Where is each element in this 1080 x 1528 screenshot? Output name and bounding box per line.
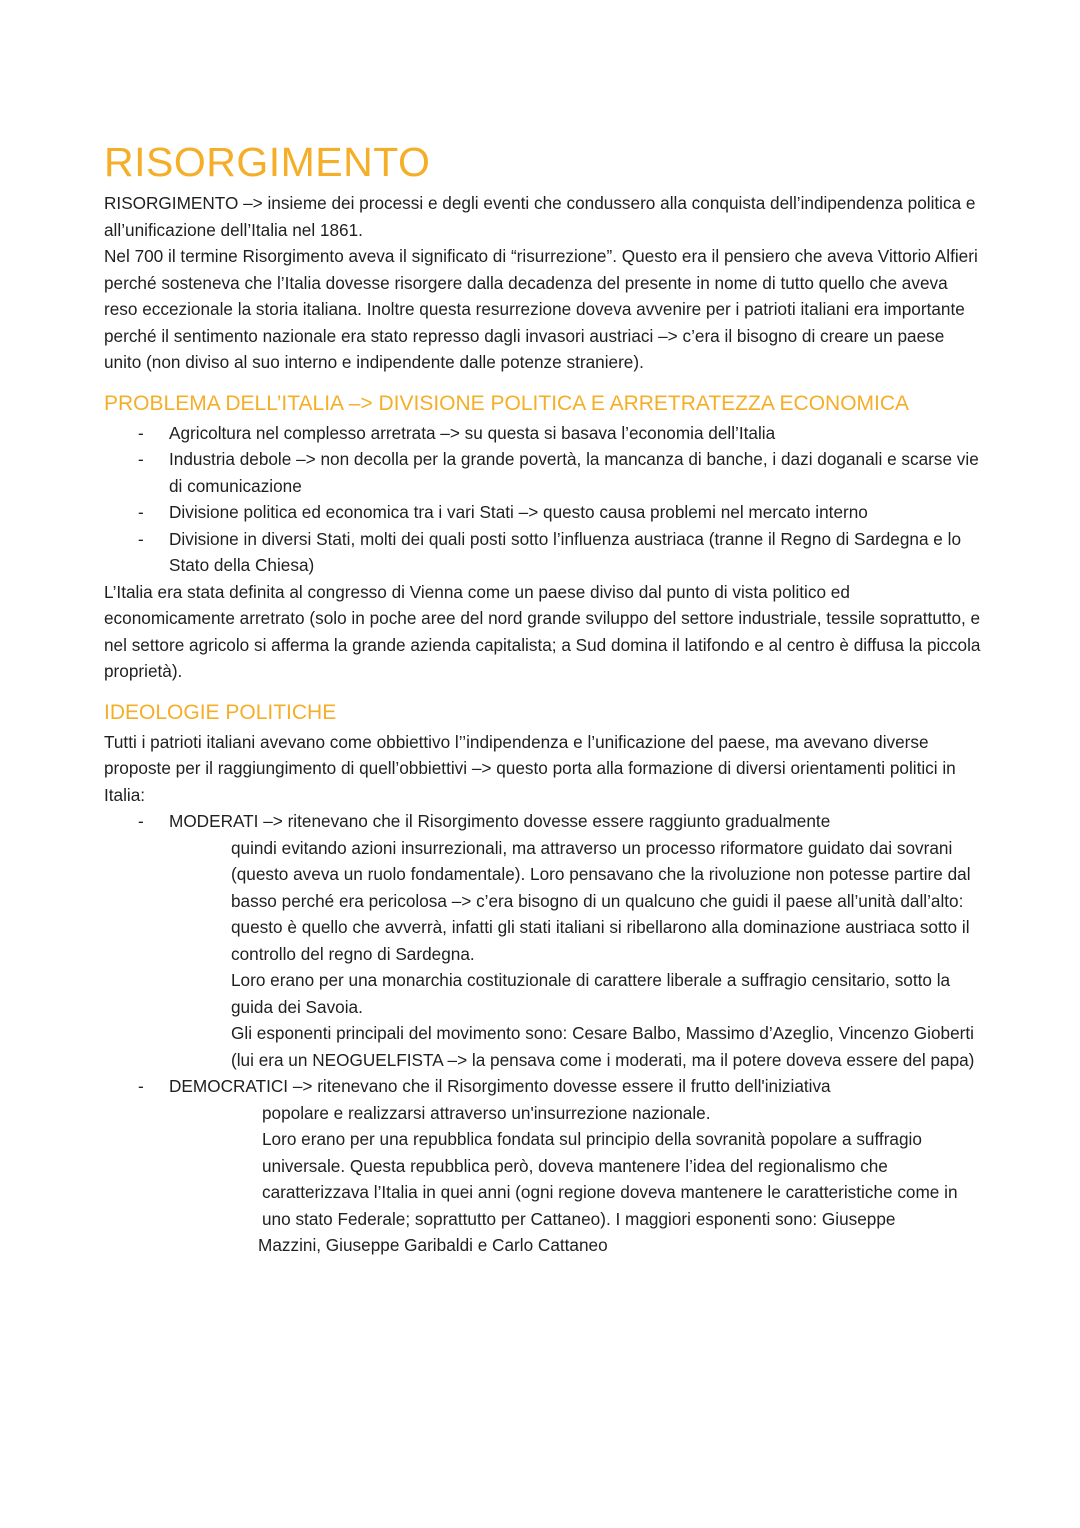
dash-bullet: - xyxy=(138,449,144,469)
ideologie-list-2 xyxy=(104,1073,984,1100)
dash-bullet: - xyxy=(138,502,144,522)
list-item: - Divisione politica ed economica tra i vari Stati –> questo causa problemi nel mercato interno xyxy=(104,499,984,526)
list-item-democratici xyxy=(104,1073,984,1100)
section-heading-problema: PROBLEMA DELL’ITALIA –> DIVISIONE POLITICA E ARRETRATEZZA ECONOMICA xyxy=(104,391,910,415)
document-page xyxy=(104,138,984,1259)
ideologie-paragraph: Tutti i patrioti italiani avevano come obbiettivo l’’indipendenza e l’unificazione del paese, ma avevano diverse proposte per il raggiungimento di quell’obbiettivi –> questo porta alla formazione di diversi orientamenti politici in Italia: xyxy=(104,731,956,805)
vienna-paragraph: L’Italia era stata definita al congresso di Vienna come un paese diviso dal punto di vista politico ed economicamente arretrato (solo in poche aree del nord grande sviluppo del settore industriale, tessile soprattutto, e nel settore agricolo si afferma la grande azienda capitalista; a Sud domina il latifondo e al centro è diffusa la piccola proprietà). xyxy=(104,581,981,681)
dash-bullet: - xyxy=(138,811,144,831)
democratici-text-2: Loro erano per una repubblica fondata sul principio della sovranità popolare a suffragio universale. Questa repubblica però, doveva mantenere l’idea del regionalismo che caratterizzava l’Italia in quei anni (ogni regione doveva mantenere le caratteristiche come in uno stato Federale; soprattutto per Cattaneo). I maggiori esponenti sono: Giuseppe xyxy=(262,1129,958,1229)
list-item-moderati xyxy=(104,808,984,835)
ideologie-list xyxy=(104,808,984,835)
moderati-first-line: –> ritenevano che il Risorgimento dovesse essere raggiunto gradualmente xyxy=(258,811,831,831)
list-item: - Agricoltura nel complesso arretrata –> su questa si basava l’economia dell’Italia xyxy=(104,420,984,447)
term-moderati: MODERATI xyxy=(169,811,259,831)
term-democratici: DEMOCRATICI xyxy=(169,1076,289,1096)
list-item: - Industria debole –> non decolla per la grande povertà, la mancanza di banche, i dazi doganali e scarse vie di comunicazione xyxy=(104,446,984,499)
dash-bullet: - xyxy=(138,528,144,549)
section-heading-ideologie: IDEOLOGIE POLITICHE xyxy=(104,700,337,724)
democratici-first-line: –> ritenevano che il Risorgimento dovesse essere il frutto dell'iniziativa xyxy=(288,1076,831,1096)
intro-paragraph: Nel 700 il termine Risorgimento aveva il significato di “risurrezione”. Questo era il pensiero che aveva Vittorio Alfieri perché sosteneva che l’Italia dovesse risorgere dalla decadenza del presente in nome di tutto quello che aveva reso eccezionale la storia italiana. Inoltre questa resurrezione doveva avvenire per i patrioti italiani era importante perché il sentimento nazionale era stato represso dagli invasori austriaci –> c’era il bisogno di creare un paese unito (non diviso al suo interno e indipendente dalle potenze straniere). xyxy=(104,246,978,372)
intro-definition: RISORGIMENTO –> insieme dei processi e degli eventi che condussero alla conquista dell’indipendenza politica e all’unificazione dell’Italia nel 1861. xyxy=(104,193,976,240)
dash-bullet: - xyxy=(138,422,144,443)
moderati-text-2: Loro erano per una monarchia costituzionale di carattere liberale a suffragio censitario, sotto la guida dei Savoia. xyxy=(231,970,951,1017)
problema-list xyxy=(104,420,984,579)
moderati-text-3: Gli esponenti principali del movimento sono: Cesare Balbo, Massimo d’Azeglio, Vincenzo Gioberti (lui era un NEOGUELFISTA –> la pensava come i moderati, ma il potere doveva essere del papa) xyxy=(231,1023,975,1070)
democratici-text-3: Mazzini, Giuseppe Garibaldi e Carlo Cattaneo xyxy=(258,1235,608,1255)
page-title: RISORGIMENTO xyxy=(104,139,431,185)
moderati-text-1: quindi evitando azioni insurrezionali, ma attraverso un processo riformatore guidato dai sovrani (questo aveva un ruolo fondamentale). Loro pensavano che la rivoluzione non potesse partire dal basso perché era pericolosa –> c’era bisogno di un qualcuno che guidi il paese all’unità dall’alto: questo è quello che avverrà, infatti gli stati italiani si ribellarono alla dominazione austriaca sotto il controllo del regno di Sardegna. xyxy=(231,837,971,964)
list-item: - Divisione in diversi Stati, molti dei quali posti sotto l’influenza austriaca (tranne il Regno di Sardegna e lo Stato della Chiesa) xyxy=(104,526,984,579)
democratici-text-1: popolare e realizzarsi attraverso un'insurrezione nazionale. xyxy=(262,1102,711,1123)
dash-bullet: - xyxy=(138,1076,144,1096)
